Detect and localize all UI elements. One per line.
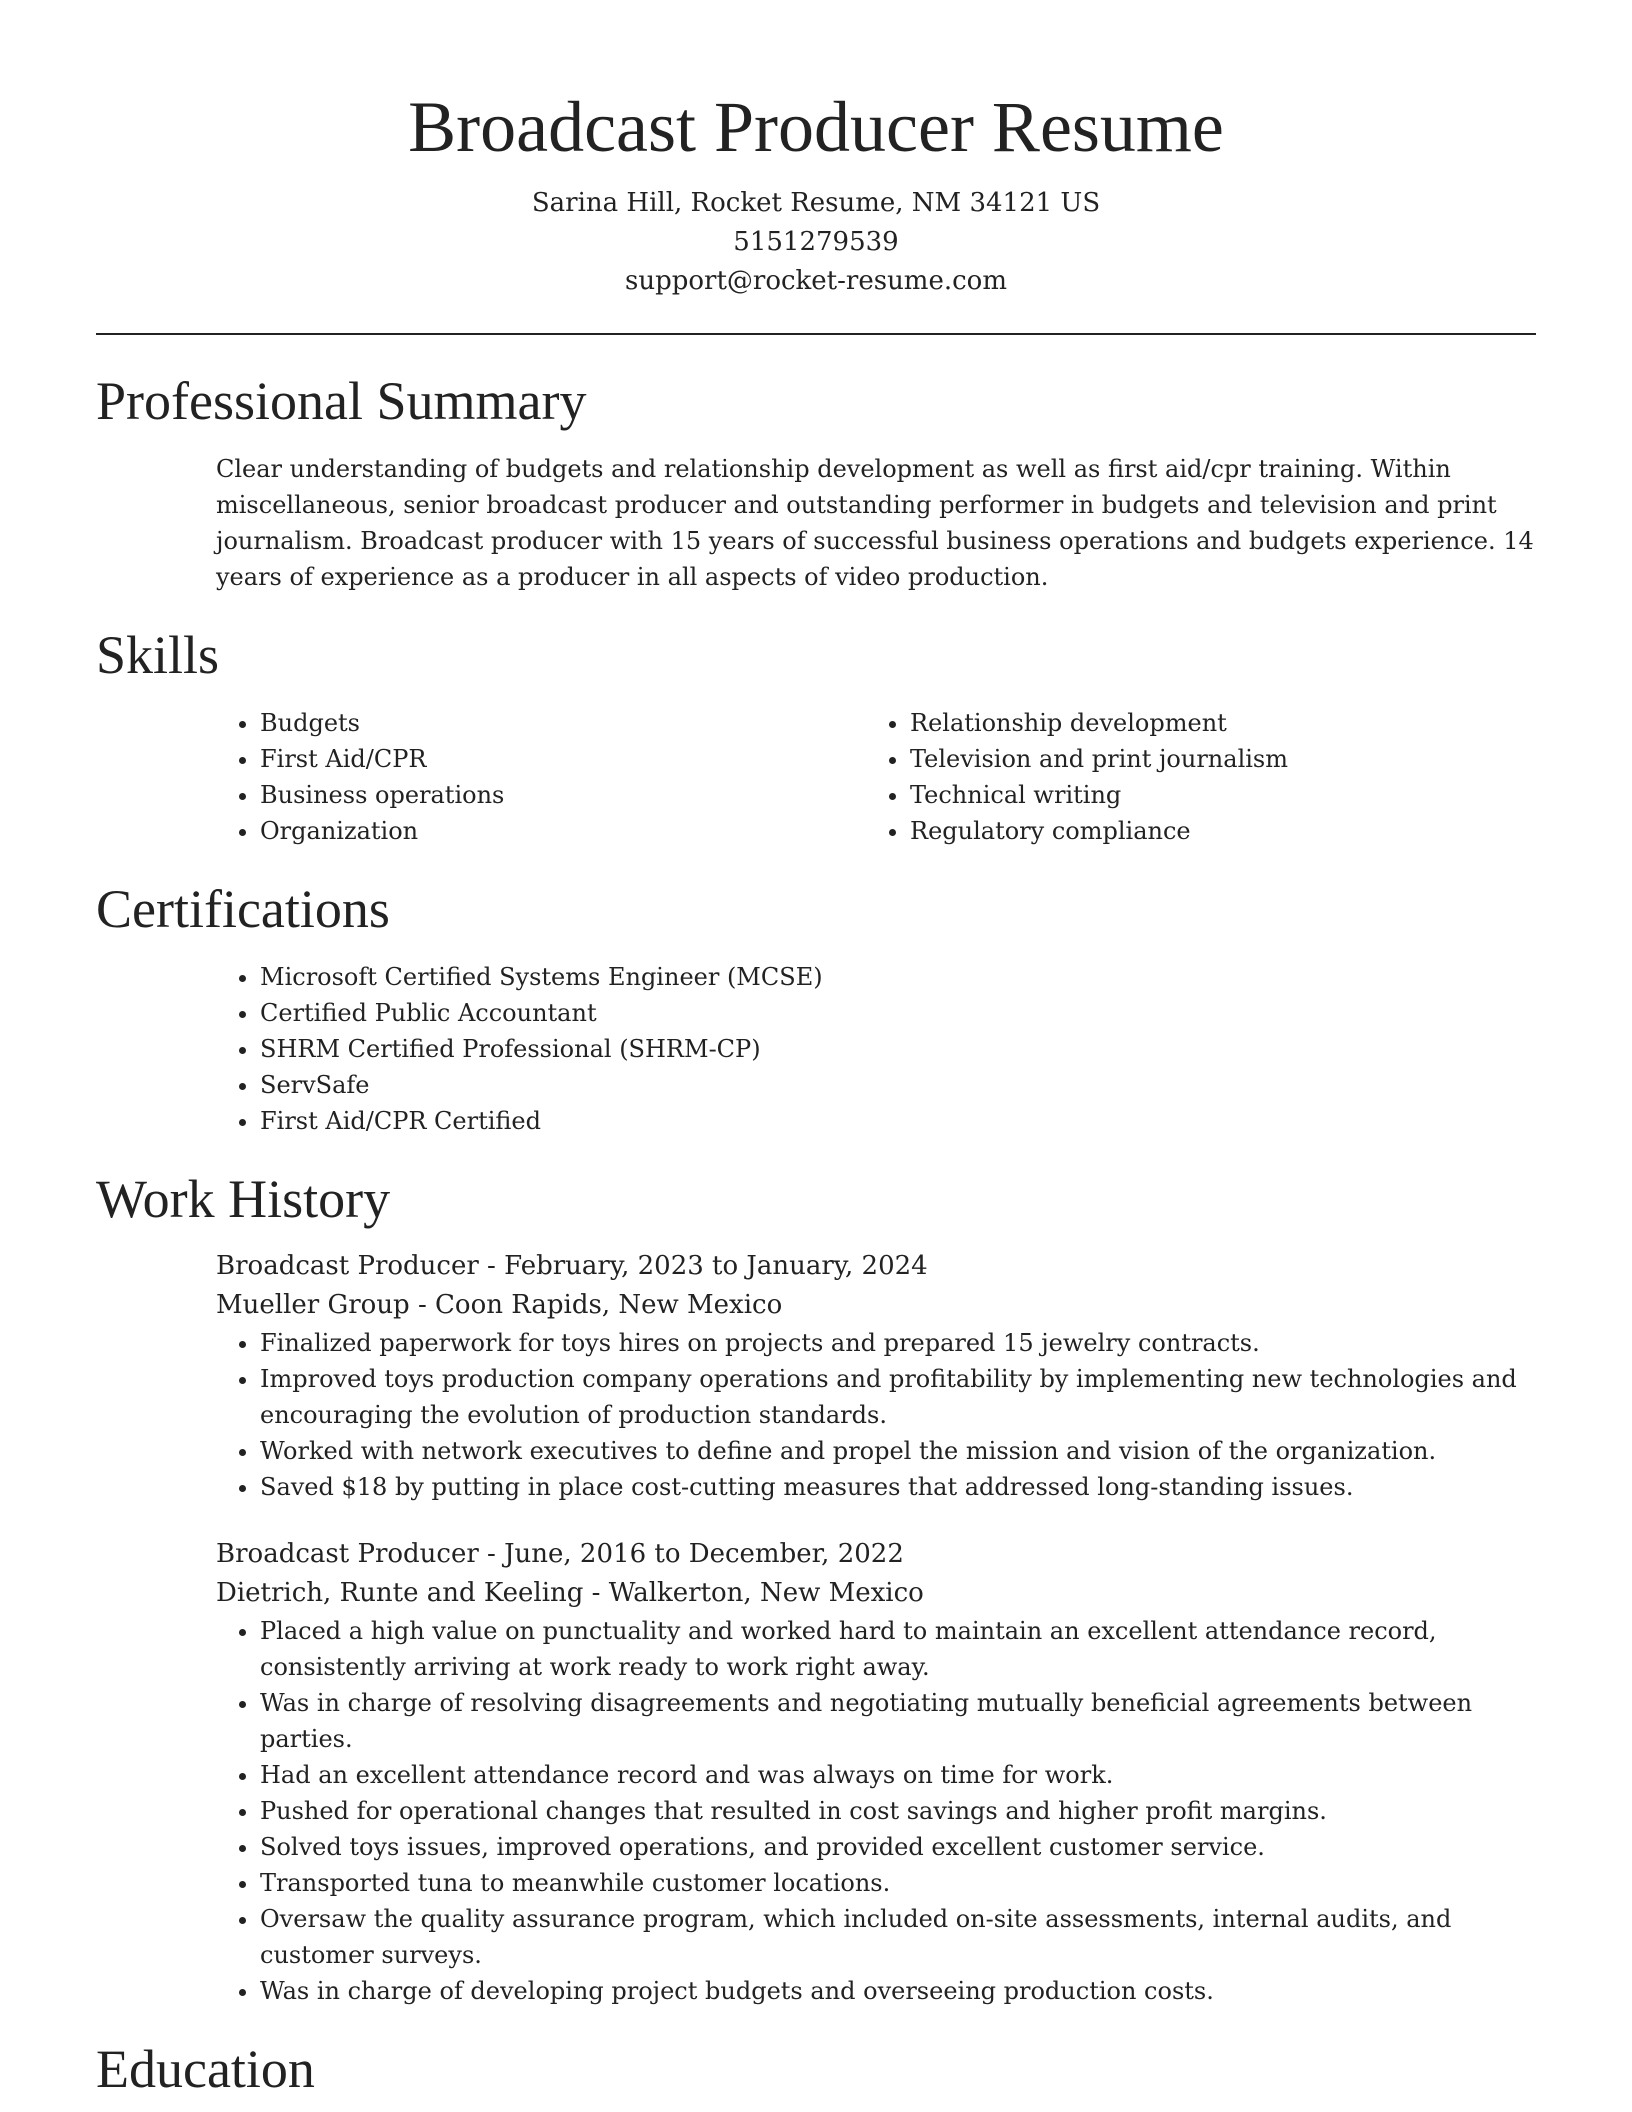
- certifications-list: [216, 959, 1536, 1139]
- contact-address: Sarina Hill, Rocket Resume, NM 34121 US: [531, 188, 1101, 218]
- skill-item: • Business operations: [260, 777, 866, 813]
- job-bullet: • Placed a high value on punctuality and worked hard to maintain an excellent attendance record, consistently arriving at work ready to work right away.: [260, 1613, 1536, 1685]
- job-company-line: Dietrich, Runte and Keeling - Walkerton, New Mexico: [216, 1578, 924, 1608]
- certification-item: • First Aid/CPR Certified: [260, 1103, 1536, 1139]
- resume-header: [96, 0, 1536, 301]
- resume-page: [96, 0, 1536, 2101]
- header-divider: [96, 333, 1536, 335]
- certification-item: • SHRM Certified Professional (SHRM-CP): [260, 1031, 1536, 1067]
- skill-item: • Relationship development: [910, 705, 1516, 741]
- job-bullet: • Worked with network executives to define and propel the mission and vision of the organization.: [260, 1433, 1536, 1469]
- skills-list-left: [216, 705, 866, 849]
- work-history-heading: Work History: [96, 1169, 391, 1229]
- skill-item: • Organization: [260, 813, 866, 849]
- skill-item: • Regulatory compliance: [910, 813, 1516, 849]
- job-bullets: [216, 1325, 1536, 1505]
- contact-phone: 5151279539: [733, 227, 899, 257]
- job-bullet: • Transported tuna to meanwhile customer locations.: [260, 1865, 1536, 1901]
- certifications-block: [216, 959, 1536, 1139]
- job-entry: [216, 1535, 1536, 2009]
- job-bullets: [216, 1613, 1536, 2009]
- job-bullet: • Oversaw the quality assurance program, which included on-site assessments, internal audits, and customer surveys.: [260, 1901, 1536, 1973]
- skills-heading: Skills: [96, 625, 220, 685]
- contact-email: support@rocket-resume.com: [624, 266, 1007, 296]
- job-title-line: Broadcast Producer - February, 2023 to January, 2024: [216, 1251, 928, 1281]
- job-company-line: Mueller Group - Coon Rapids, New Mexico: [216, 1290, 783, 1320]
- job-bullet: • Solved toys issues, improved operations, and provided excellent customer service.: [260, 1829, 1536, 1865]
- skill-item: • Technical writing: [910, 777, 1516, 813]
- skill-item: • First Aid/CPR: [260, 741, 866, 777]
- skill-item: • Budgets: [260, 705, 866, 741]
- certification-item: • ServSafe: [260, 1067, 1536, 1103]
- certification-item: • Certified Public Accountant: [260, 995, 1536, 1031]
- job-bullet: • Was in charge of resolving disagreements and negotiating mutually beneficial agreements between parties.: [260, 1685, 1536, 1757]
- resume-title: Broadcast Producer Resume: [408, 87, 1224, 167]
- job-bullet: • Saved $18 by putting in place cost-cutting measures that addressed long-standing issues.: [260, 1469, 1536, 1505]
- skills-column-right: [866, 705, 1516, 849]
- skills-column-left: [216, 705, 866, 849]
- job-bullet: • Pushed for operational changes that resulted in cost savings and higher profit margins.: [260, 1793, 1536, 1829]
- summary-heading: Professional Summary: [96, 371, 587, 431]
- job-bullet: • Had an excellent attendance record and was always on time for work.: [260, 1757, 1536, 1793]
- education-heading: Education: [96, 2039, 315, 2099]
- certifications-heading: Certifications: [96, 879, 390, 939]
- job-bullet: • Improved toys production company operations and profitability by implementing new technologies and encouraging the evolution of production standards.: [260, 1361, 1536, 1433]
- skills-columns: [216, 705, 1536, 849]
- job-entry: [216, 1247, 1536, 1505]
- job-bullet: • Finalized paperwork for toys hires on projects and prepared 15 jewelry contracts.: [260, 1325, 1536, 1361]
- certification-item: • Microsoft Certified Systems Engineer (MCSE): [260, 959, 1536, 995]
- skills-list-right: [866, 705, 1516, 849]
- skill-item: • Television and print journalism: [910, 741, 1516, 777]
- contact-block: [96, 184, 1536, 301]
- job-title-line: Broadcast Producer - June, 2016 to December, 2022: [216, 1539, 904, 1569]
- job-bullet: • Was in charge of developing project budgets and overseeing production costs.: [260, 1973, 1536, 2009]
- summary-text: Clear understanding of budgets and relationship development as well as first aid/cpr training. Within miscellaneous, senior broadcast producer and outstanding performer in budgets and television and print journalism. Broadcast producer with 15 years of successful business operations and budgets experience. 14 years of experience as a producer in all aspects of video production.: [216, 455, 1534, 591]
